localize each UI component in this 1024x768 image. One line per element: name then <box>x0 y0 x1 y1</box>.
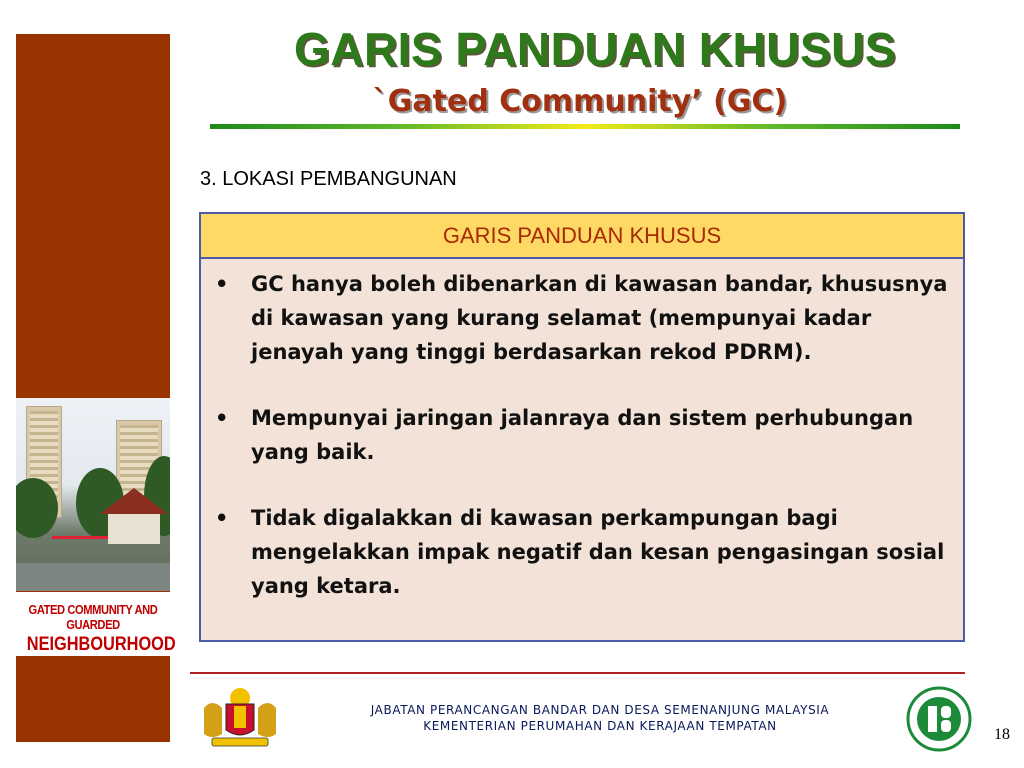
jpbd-logo-icon <box>906 686 972 752</box>
list-item <box>215 401 949 469</box>
caption-line-1: GATED COMMUNITY AND GUARDED <box>28 602 158 632</box>
malaysia-coat-of-arms-icon <box>196 686 284 750</box>
bullet-icon: • <box>215 406 229 430</box>
agency-line-1: JABATAN PERANCANGAN BANDAR DAN DESA SEMENANJUNG MALAYSIA <box>370 703 830 717</box>
sidebar-caption <box>16 592 176 656</box>
guidelines-list <box>201 259 963 603</box>
title-divider <box>210 124 960 129</box>
page-number: 18 <box>994 726 1010 743</box>
footer-divider <box>190 672 965 674</box>
guidelines-panel <box>199 212 965 642</box>
bullet-icon: • <box>215 272 229 296</box>
list-item <box>215 501 949 603</box>
list-item-text: Mempunyai jaringan jalanraya dan sistem perhubungan yang baik. <box>251 406 914 464</box>
caption-line-2: NEIGHBOURHOOD <box>26 634 176 655</box>
list-item <box>215 267 949 369</box>
page-title: GARIS PANDUAN KHUSUS <box>293 23 897 75</box>
agency-line-2: KEMENTERIAN PERUMAHAN DAN KERAJAAN TEMPATAN <box>423 719 777 733</box>
gated-community-photo <box>16 398 170 591</box>
page-subtitle: `Gated Community’ (GC) <box>372 84 788 119</box>
list-item-text: GC hanya boleh dibenarkan di kawasan bandar, khususnya di kawasan yang kurang selamat (mempunyai kadar jenayah yang tinggi berdasarkan rekod PDRM). <box>251 272 948 364</box>
list-item-text: Tidak digalakkan di kawasan perkampungan bagi mengelakkan impak negatif dan kesan pengasingan sosial yang ketara. <box>251 506 945 598</box>
bullet-icon: • <box>215 506 229 530</box>
section-heading: 3. LOKASI PEMBANGUNAN <box>200 168 457 190</box>
panel-header: GARIS PANDUAN KHUSUS <box>201 214 963 259</box>
agency-name <box>300 702 900 734</box>
